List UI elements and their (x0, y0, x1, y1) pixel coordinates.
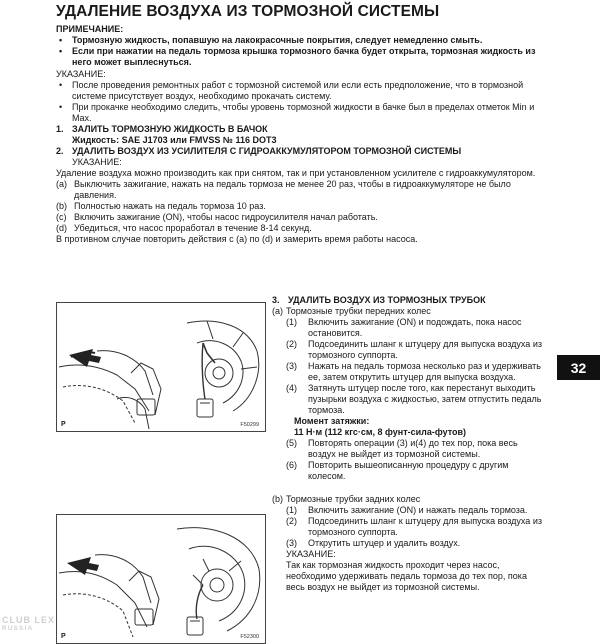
item-label: (3) (286, 538, 297, 548)
step-2-item-c (56, 212, 542, 223)
item-label: (b) (272, 494, 283, 504)
step-3b-heading (272, 494, 542, 505)
step-2-title: УДАЛИТЬ ВОЗДУХ ИЗ УСИЛИТЕЛЯ С ГИДРОАККУМУЛЯТОРОМ ТОРМОЗНОЙ СИСТЕМЫ (72, 146, 462, 156)
primechanie-bullet-2: • Если при нажатии на педаль тормоза крышка тормозного бачка будет открыта, тормозная жидкость из него может выплеснуться. (56, 46, 542, 68)
step-3a-item-5 (272, 438, 542, 460)
step-2-number: 2. (56, 146, 64, 156)
step-3b-item-1 (272, 505, 542, 516)
item-text: Повторить вышеописанную процедуру с другим колесом. (308, 460, 509, 481)
figure-front-brake (56, 302, 266, 432)
step-3a-item-2 (272, 339, 542, 361)
ukazanie-bullet-2: • При прокачке необходимо следить, чтобы уровень тормозной жидкости в бачке был в пределах отметок Min и Max. (56, 102, 542, 124)
figure-rear-brake (56, 514, 266, 644)
step-2-item-a (56, 179, 542, 201)
figure-marker: P (61, 633, 66, 640)
ukazanie-list (56, 80, 542, 124)
item-text: Подсоединить шланг к штуцеру для выпуска воздуха из тормозного суппорта. (308, 516, 542, 537)
item-label: (c) (56, 212, 67, 222)
item-label: (b) (56, 201, 67, 211)
figure-code: F52300 (240, 634, 259, 640)
item-label: (a) (56, 179, 67, 189)
right-column (272, 295, 542, 593)
step-2-item-b (56, 201, 542, 212)
step-3b-item-2 (272, 516, 542, 538)
torque-value: 11 Н·м (112 кгс·см, 8 фунт-сила-футов) (294, 427, 467, 437)
step-3a-item-1 (272, 317, 542, 339)
watermark-logo (2, 616, 82, 640)
item-label: (a) (272, 306, 283, 316)
step-2-note-heading: УКАЗАНИЕ: (72, 157, 122, 167)
item-label: (5) (286, 438, 297, 448)
step-2-items (56, 179, 542, 234)
item-label: (d) (56, 223, 67, 233)
fluid-spec: Жидкость: SAE J1703 или FMVSS № 116 DOT3 (72, 135, 277, 145)
item-text: Затянуть штуцер после того, как перестанут выходить пузырьки воздуха с жидкостью, затем отпустить педаль тормоза. (308, 383, 542, 415)
primechanie-bullet-1: • Тормозную жидкость, попавшую на лакокрасочные покрытия, следует немедленно смыть. (56, 35, 542, 46)
step-3a-item-4 (272, 383, 542, 416)
step-1-title: ЗАЛИТЬ ТОРМОЗНУЮ ЖИДКОСТЬ В БАЧОК (72, 124, 268, 134)
section-tab: 32 (557, 355, 600, 380)
step-2-item-d (56, 223, 542, 234)
watermark-line-1: CLUB LEX (2, 615, 55, 625)
item-text: Включить зажигание (ON) и подождать, пока насос остановится. (308, 317, 522, 338)
primechanie-list (56, 35, 542, 68)
figure-marker: P (61, 421, 66, 428)
step-3a-item-3 (272, 361, 542, 383)
item-text: Открутить штуцер и удалить воздух. (308, 538, 461, 548)
item-text: Полностью нажать на педаль тормоза 10 раз. (74, 201, 266, 211)
item-label: (1) (286, 505, 297, 515)
step-3b-note-text: Так как тормозная жидкость проходит через насос, необходимо удерживать педаль тормоза до тех пор, пока весь воздух не выйдет из тормозной системы. (286, 560, 527, 592)
item-text: Повторять операции (3) и(4) до тех пор, пока весь воздух не выйдет из тормозной системы. (308, 438, 518, 459)
step-3a-heading (272, 306, 542, 317)
front-brake-illustration (57, 303, 265, 431)
page-title: УДАЛЕНИЕ ВОЗДУХА ИЗ ТОРМОЗНОЙ СИСТЕМЫ (56, 3, 440, 20)
item-text: Нажать на педаль тормоза несколько раз и удерживать ее, затем открутить штуцер для выпуска воздуха. (308, 361, 541, 382)
item-text: Убедиться, что насос проработал в течение 8-14 секунд. (74, 223, 312, 233)
torque-heading: Момент затяжки: (294, 416, 370, 426)
step-2-heading (56, 146, 542, 157)
item-text: Выключить зажигание, нажать на педаль тормоза не менее 20 раз, чтобы в гидроаккумуляторе не было давления. (74, 179, 511, 200)
ukazanie-bullet-1: • После проведения ремонтных работ с тормозной системой или если есть предположение, что в тормозной системе присутствует воздух, необходимо прокачать систему. (56, 80, 542, 102)
step-3a-title: Тормозные трубки передних колес (286, 306, 431, 316)
watermark-line-2: RUSSIA (2, 626, 34, 632)
step-3b-item-3 (272, 538, 542, 549)
item-label: (6) (286, 460, 297, 470)
item-text: Подсоединить шланг к штуцеру для выпуска воздуха из тормозного суппорта. (308, 339, 542, 360)
item-label: (2) (286, 516, 297, 526)
step-3b-title: Тормозные трубки задних колес (286, 494, 421, 504)
figure-code: F50299 (240, 422, 259, 428)
primechanie-heading: ПРИМЕЧАНИЕ: (56, 24, 124, 34)
step-3a-item-6 (272, 460, 542, 482)
item-text: Включить зажигание (ON) и нажать педаль тормоза. (308, 505, 528, 515)
step-3-title: УДАЛИТЬ ВОЗДУХ ИЗ ТОРМОЗНЫХ ТРУБОК (288, 295, 486, 305)
item-label: (4) (286, 383, 297, 393)
left-column (56, 23, 542, 245)
step-3b-note-heading: УКАЗАНИЕ: (286, 549, 336, 559)
step-3-heading (272, 295, 542, 306)
item-text: Включить зажигание (ON), чтобы насос гидроусилителя начал работать. (74, 212, 378, 222)
item-label: (1) (286, 317, 297, 327)
item-label: (3) (286, 361, 297, 371)
step-1-heading (56, 124, 542, 135)
rear-brake-illustration (57, 515, 265, 643)
step-1-number: 1. (56, 124, 64, 134)
step-3-number: 3. (272, 295, 280, 305)
item-label: (2) (286, 339, 297, 349)
ukazanie-heading: УКАЗАНИЕ: (56, 69, 106, 79)
step-2-repeat: В противном случае повторить действия с (a) по (d) и замерить время работы насоса. (56, 234, 418, 244)
step-2-note-text: Удаление воздуха можно производить как при снятом, так и при установленном усилителе с гидроаккумулятором. (56, 168, 536, 178)
